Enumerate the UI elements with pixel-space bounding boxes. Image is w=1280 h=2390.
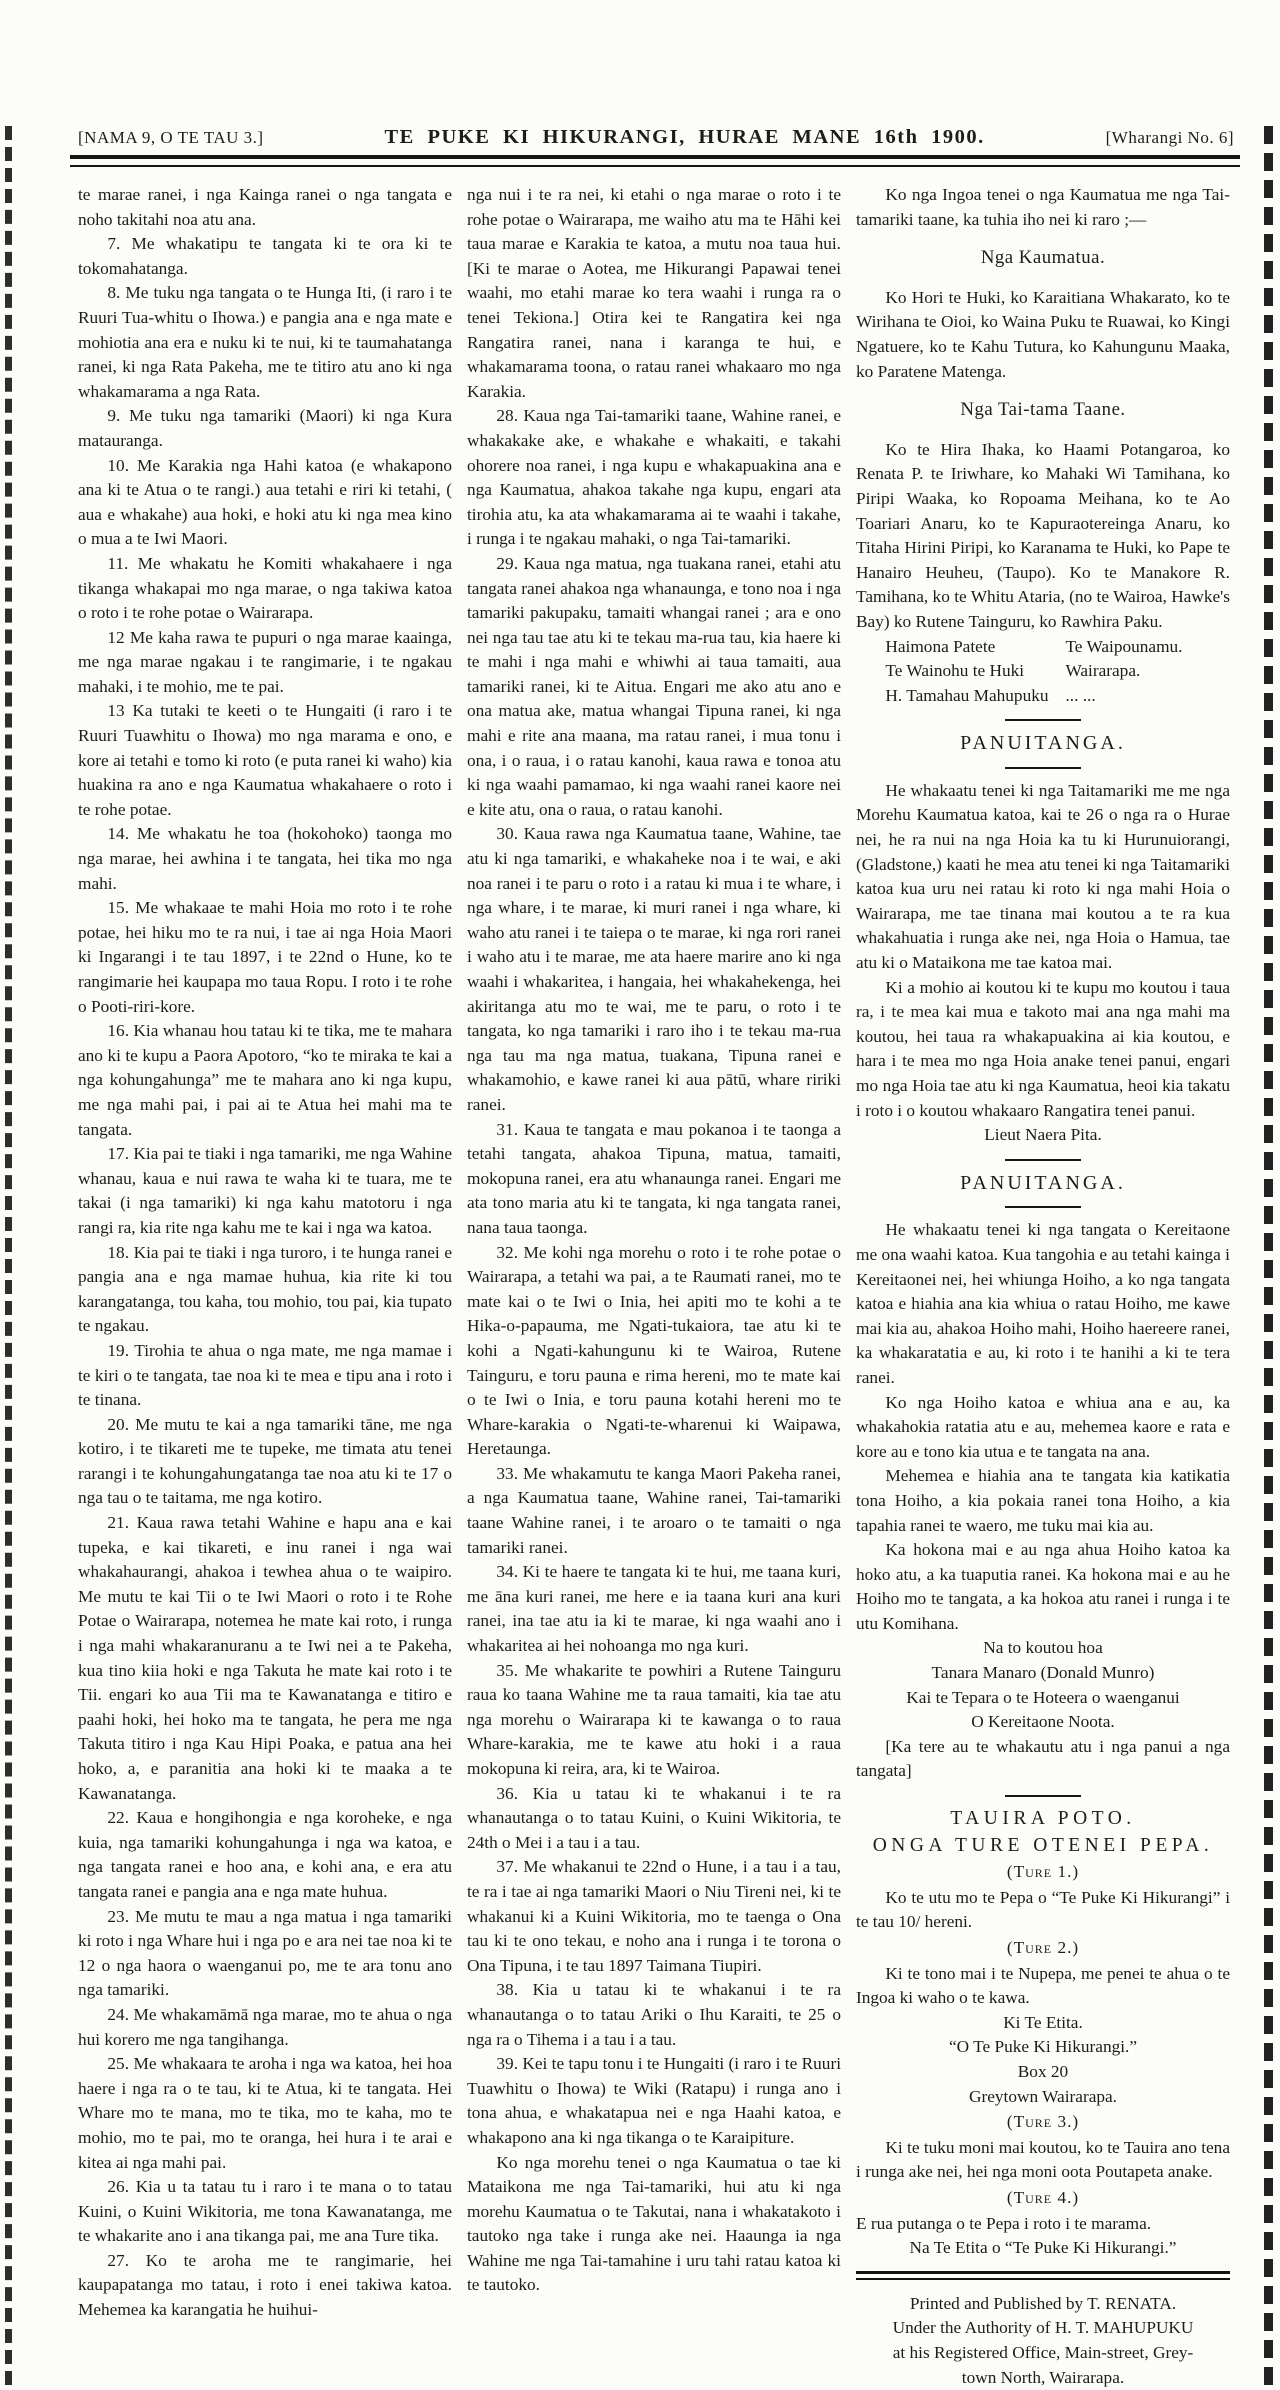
paragraph: 27. Ko te aroha me te rangimarie, hei kaupapatanga mo tatau, i roto i enei takiwa katoa. Mehemea ka karangatia he huihui- bbox=[78, 2249, 452, 2323]
continuation-paragraph: te marae ranei, i nga Kainga ranei o nga tangata e noho takitahi noa atu ana. bbox=[78, 183, 452, 232]
column-1 bbox=[78, 183, 452, 2390]
center-line: “O Te Puke Ki Hikurangi.” bbox=[856, 2035, 1230, 2060]
paragraph: 36. Kia u tatau ki te whakanui i te ra whanautanga o to tatau Kuini, o Kuini Wikitoria, te 24th o Mei i a tau i a tau. bbox=[467, 1782, 841, 1856]
paragraph: Ka hokona mai e au nga ahua Hoiho katoa ka hoko atu, a ka tuaputia ranei. Ka hokona mai e au he Hoiho mo te tangata, a ka hokoa atu ranei i runga i te utu Komihana. bbox=[856, 1538, 1230, 1636]
paragraph: He whakaatu tenei ki nga tangata o Kereitaone me ona waahi katoa. Kua tangohia e au tetahi kainga i Kereitaonei nei, hei whiunga Hoiho, a ko nga tangata katoa e hiahia ana kia whiua o ratau Hoiho, me kawe mai kia au, ahakoa Hoiho mahi, Hoiho haereere ranei, ka whakaratatia e au, ki roto i te hanihi a ki te tera ranei. bbox=[856, 1218, 1230, 1390]
paragraph: 31. Kaua te tangata e mau pokanoa i te taonga a tetahi tangata, ahakoa Tipuna, matua, tamaiti, mokopuna ranei, era atu whanaunga ranei. Engari me ata tono maria atu ki te tangata, ki nga tangata ranei, nana taua taonga. bbox=[467, 1118, 841, 1241]
center-line: Na to koutou hoa bbox=[856, 1636, 1230, 1661]
paragraph: 11. Me whakatu he Komiti whakahaere i nga tikanga whakapai mo nga marae, o nga takiwa katoa o roto i te rohe potae o Wairarapa. bbox=[78, 552, 452, 626]
signatory-row bbox=[856, 659, 1230, 684]
paragraph: 15. Me whakaae te mahi Hoia mo roto i te rohe potae, hei hiku mo te ra nui, i tae ai nga Hoia Maori ki Ingarangi i te tau 1897, i te 22nd o Hune, ko te rangimarie hei kaupapa mo taua Ropu. I roto i te rohe o Pooti-riri-kore. bbox=[78, 896, 452, 1019]
signatory-region: ... ... bbox=[1065, 684, 1230, 709]
double-rule bbox=[856, 2271, 1230, 2280]
paragraph: He whakaatu tenei ki nga Taitamariki me me nga Morehu Kaumatua katoa, kai te 26 o nga ra o Hurae nei, he ra nui na nga Hoia ka tu ki Hurunuiorangi, (Gladstone,) kaati he mea atu tenei ki nga Taitamariki katoa kua uru nei ratau ki roto ki nga mahi Hoia o Wairarapa, me tae tinana mai koutou a te ra kua whakahuatia i runga ake nei, nga Hoia o Hamua, tae atu ki o Mataikona me tae katoa mai. bbox=[856, 779, 1230, 976]
page-columns bbox=[0, 167, 1280, 2390]
paragraph: 16. Kia whanau hou tatau ki te tika, me te mahara ano ki te kupu a Paora Apotoro, “ko te miraka te kai a nga kohungahunga” me te mahara ano ki nga kupu, me nga mahi pai, i pai ai te Atua hei mahi ma te tangata. bbox=[78, 1019, 452, 1142]
paragraph: 32. Me kohi nga morehu o roto i te rohe potae o Wairarapa, a tetahi wa pai, a te Raumati ranei, mo te mate kai o te Iwi o Inia, hei apiti mo te kohi a te Hika-o-papauma, me Ngati-tukaiora, tae atu ki te kohi a Ngati-kahungunu ki te Wairoa, Rutene Tainguru, e toru pauna e rima hereni, mo te mate kai o te Iwi o Inia, e toru pauna kotahi hereni mo te Whare-karakia o Ngati-te-wharenui ki Waipawa, Heretaunga. bbox=[467, 1241, 841, 1462]
center-line: O Kereitaone Noota. bbox=[856, 1710, 1230, 1735]
paragraph: 18. Kia pai te tiaki i nga turoro, i te hunga ranei e pangia ana e nga mamae huhua, kia rite ki tou karangatanga, tou kaha, tou mohio, tou pai, kia tupato te ngakau. bbox=[78, 1241, 452, 1339]
signatory-name: H. Tamahau Mahupuku bbox=[856, 684, 1065, 709]
ture-label: (Ture 4.) bbox=[856, 2186, 1230, 2211]
paragraph: Ki a mohio ai koutou ki te kupu mo koutou i taua ra, i te mea kai mua e takoto mai ana nga mahi ma koutou, hei taua ra whakapuakina ai kia koutou, e hara i te mea mo nga Hoia anake tenei panui, engari mo nga Hoia tae atu ki nga Kaumatua, heoi kia takatu i roto i o koutou whakaaro Rangatira tenei panui. bbox=[856, 976, 1230, 1124]
paragraph: 29. Kaua nga matua, nga tuakana ranei, etahi atu tangata ranei ahakoa nga whanaunga, e tono noa i nga tamariki pakupaku, tamaiti whangai ranei ; ara e ono nei nga tau tae atu ki te tekau ma-rua tau, kia haere ki te mahi i nga mahi e whiwhi ai taua tamaiti, aua tamariki ranei, ki te Aitua. Engari me ako atu ano e ona matua ake, matua whangai Tipuna ranei, ki nga mahi e rite ana maana, ma ratau ranei, i mua tonu i ona, i o raua, i o ratau kanohi, kaua rawa e tonoa atu ki nga waahi pamamao, ki nga waahi ranei kaore nei e kite atu, ona o raua, o ratau kanohi. bbox=[467, 552, 841, 823]
scan-edge-right bbox=[1264, 126, 1273, 2385]
paragraph: 8. Me tuku nga tangata o te Hunga Iti, (i raro i te Ruuri Tua-whitu o Ihowa.) e pangia ana e nga mate e mohiotia ana era e nuku ki te nui, ki te taumahatanga ranei, ki nga Rata Pakeha, me te titiro atu ano ki nga whakamarama a nga Rata. bbox=[78, 281, 452, 404]
paragraph: 17. Kia pai te tiaki i nga tamariki, me nga Wahine whanau, kaua e nui rawa te waha ki te tuara, me te takai (i nga tamariki) ki nga kahu matotoru i nga rangi ra, kia rite nga kahu me te kai i nga wa katoa. bbox=[78, 1142, 452, 1240]
paragraph: [Ka tere au te whakautu atu i nga panui a nga tangata] bbox=[856, 1735, 1230, 1784]
center-line: Under the Authority of H. T. MAHUPUKU bbox=[856, 2316, 1230, 2341]
paragraph: Ko nga morehu tenei o nga Kaumatua o tae ki Mataikona me nga Tai-tamariki, hui atu ki nga morehu Kaumatua o te Takutai, nana i whakatakoto i tautoko nga take i runga ake nei. Haaunga ia nga Wahine me nga Tai-tamahine i uru tahi ratau katoa ki te tautoko. bbox=[467, 2151, 841, 2299]
ture-label: (Ture 3.) bbox=[856, 2110, 1230, 2135]
center-line: Lieut Naera Pita. bbox=[856, 1123, 1230, 1148]
section-heading: Nga Tai-tama Taane. bbox=[856, 398, 1230, 423]
paragraph: 33. Me whakamutu te kanga Maori Pakeha ranei, a nga Kaumatua taane, Wahine ranei, Tai-tamariki taane Wahine ranei, i te aroaro o te tamaiti o nga tamariki ranei. bbox=[467, 1462, 841, 1560]
continuation-paragraph: E rua putanga o te Pepa i roto i te marama. bbox=[856, 2212, 1230, 2237]
paragraph: Ko Hori te Huki, ko Karaitiana Whakarato, ko te Wirihana te Oioi, ko Waina Puku te Ruawai, ko Kingi Ngatuere, ko te Kahu Tutura, ko Kahungunu Maaka, ko Paratene Matenga. bbox=[856, 286, 1230, 384]
paragraph: Ko nga Ingoa tenei o nga Kaumatua me nga Tai-tamariki taane, ka tuhia iho nei ki raro ;— bbox=[856, 183, 1230, 232]
column-3 bbox=[856, 183, 1230, 2390]
masthead bbox=[78, 126, 1234, 149]
paragraph: 21. Kaua rawa tetahi Wahine e hapu ana e kai tupeka, e kai tikareti, e inu ranei i nga wai whakahaurangi, ahakoa i tewhea ahua o te waipiro. Me mutu te kai Tii o te Iwi Maori o roto i te Rohe Potae o Wairarapa, notemea he mate kai roto, i runga i nga mahi whakaranuranu a te Iwi nei a te Pakeha, kua tino kiia hoki e nga Takuta he mate kai roto i te Tii. engari ko aua Tii ma te Kawanatanga e titiro e paahi hoki, hei hoko ma te tangata, he pera me nga Takuta titiro i nga Kau Hipi Poaka, e patua ana hei hoko, a, e paranitia ana hoki ki te maaka a te Kawanatanga. bbox=[78, 1511, 452, 1806]
paragraph: Ki te tuku moni mai koutou, ko te Tauira ano tena i runga ake nei, hei nga moni oota Poutapeta anake. bbox=[856, 2136, 1230, 2185]
paragraph: Ko te Hira Ihaka, ko Haami Potangaroa, ko Renata P. te Iriwhare, ko Mahaki Wi Tamihana, ko Piripi Waaka, ko Ropoama Meihana, ko te Ao Toariari Anaru, ko te Kapuraotereinga Anaru, ko Titaha Hirini Piripi, ko Karanama te Huki, ko Pape te Hanairo Heuheu, (Taupo). Ko te Manakore R. Tamihana, ko te Whitu Ataria, (no te Wairoa, Hawke's Bay) ko Rutene Tainguru, ko Rawhira Paku. bbox=[856, 438, 1230, 635]
center-line: Ki Te Etita. bbox=[856, 2011, 1230, 2036]
paragraph: 9. Me tuku nga tamariki (Maori) ki nga Kura matauranga. bbox=[78, 404, 452, 453]
signatory-name: Te Wainohu te Huki bbox=[856, 659, 1065, 684]
page-number: [Wharangi No. 6] bbox=[1106, 128, 1234, 148]
paragraph: 38. Kia u tatau ki te whakanui i te ra whanautanga o to tatau Ariki o Ihu Karaiti, te 25 o nga ra o Tihema i a tau i a tau. bbox=[467, 1978, 841, 2052]
paragraph: 10. Me Karakia nga Hahi katoa (e whakapono ana ki te Atua o te rangi.) aua tetahi e riri ki tetahi, ( aua e whakahe) aua hoki, e hoki atu ki nga mea kino o mua a te Iwi Maori. bbox=[78, 454, 452, 552]
paragraph: Ki te tono mai i te Nupepa, me penei te ahua o te Ingoa ki waho o te kawa. bbox=[856, 1962, 1230, 2011]
ture-label: (Ture 1.) bbox=[856, 1860, 1230, 1885]
paragraph: 14. Me whakatu he toa (hokohoko) taonga mo nga marae, hei awhina i te tangata, hei tika mo nga mahi. bbox=[78, 822, 452, 896]
paragraph: 19. Tirohia te ahua o nga mate, me nga mamae i te kiri o te tangata, tae noa ki te mea e tipu ana i roto i te tinana. bbox=[78, 1339, 452, 1413]
signatory-row bbox=[856, 635, 1230, 660]
divider-rule bbox=[1005, 1795, 1081, 1797]
newspaper-title: TE PUKE KI HIKURANGI, HURAE MANE 16th 1900. bbox=[370, 126, 998, 149]
divider-rule bbox=[1005, 1159, 1081, 1161]
paragraph: 13 Ka tutaki te keeti o te Hungaiti (i raro i te Ruuri Tuawhitu o Ihowa) mo nga marama e ono, e kore ai tetahi e tomo ki roto (e puta ranei ki waho) kia huakina ra ano e nga Kaumatua whakahaere o roto i te rohe potae. bbox=[78, 699, 452, 822]
rules-heading: TAUIRA POTO. bbox=[856, 1807, 1230, 1832]
paragraph: 20. Me mutu te kai a nga tamariki tāne, me nga kotiro, i te tikareti me te tupeke, me timata atu tenei rarangi i te kohungahungatanga tae noa atu ki te 17 o nga tau o te taitama, me nga kotiro. bbox=[78, 1413, 452, 1511]
divider-rule bbox=[1005, 1206, 1081, 1208]
paragraph: 39. Kei te tapu tonu i te Hungaiti (i raro i te Ruuri Tuawhitu o Ihowa) te Wiki (Ratapu) i runga ano i tona ahua, e whakatapua nei e nga Haahi katoa, e whakapono ana ki nga tikanga o te Karaipiture. bbox=[467, 2052, 841, 2150]
paragraph: Ko te utu mo te Pepa o “Te Puke Ki Hikurangi” i te tau 10/ hereni. bbox=[856, 1886, 1230, 1935]
panuitanga-heading: PANUITANGA. bbox=[856, 1171, 1230, 1196]
paragraph: Mehemea e hiahia ana te tangata kia katikatia tona Hoiho, a kia pokaia ranei tona Hoiho, a kia tapahia ranei te waero, me tuku mai kia au. bbox=[856, 1464, 1230, 1538]
signatory-region: Te Waipounamu. bbox=[1065, 635, 1230, 660]
center-line: Kai te Tepara o te Hoteera o waenganui bbox=[856, 1686, 1230, 1711]
paragraph: 22. Kaua e hongihongia e nga koroheke, e nga kuia, nga tamariki kohungahunga i nga wa katoa, e nga tangata ranei e hoo ana, e kohi ana, e era atu tangata ranei e pangia ana e nga mate huhua. bbox=[78, 1806, 452, 1904]
paragraph: 28. Kaua nga Tai-tamariki taane, Wahine ranei, e whakakake ake, e whakahe e whakaiti, e takahi ohorere noa ranei, i nga kupu e whakapuakina ana e nga Kaumatua, ahakoa takahe nga kupu, engari ata tirohia atu, ka ata whakamarama ai te waahi i takahe, i runga i te ngakau mahaki, o nga Tai-tamariki. bbox=[467, 404, 841, 552]
paragraph: Ko nga Hoiho katoa e whiua ana e au, ka whakahokia ratatia atu e au, mehemea kaore e rata e kore au e tono kia utua e te tangata na ana. bbox=[856, 1391, 1230, 1465]
paragraph: 34. Ki te haere te tangata ki te hui, me taana kuri, me āna kuri ranei, me here e ia taana kuri ana kuri ranei, ina tae atu ia ki te marae, ki nga waahi ano i whakaritea ai hei nohoanga mo nga kuri. bbox=[467, 1560, 841, 1658]
ture-label: (Ture 2.) bbox=[856, 1936, 1230, 1961]
continuation-paragraph: nga nui i te ra nei, ki etahi o nga marae o roto i te rohe potae o Wairarapa, me waiho atu ma te Hāhi kei taua marae e Karakia te katoa, a mutu noa taua hui. [Ki te marae o Aotea, me Hikurangi Papawai tenei waahi, mo etahi marae ko tera waahi i runga ra o tenei Tekiona.] Otira kei te Rangatira kei nga Rangatira ranei, nana i karanga te hui, e whakamarama toona, o ratau ranei whakaaro mo nga Karakia. bbox=[467, 183, 841, 404]
paragraph: 23. Me mutu te mau a nga matua i nga tamariki ki roto i nga Whare hui i nga po e ara nei tae noa ki te 12 o nga haora o waenganui po, me te ara tonu ano nga tamariki. bbox=[78, 1905, 452, 2003]
signatory-row bbox=[856, 684, 1230, 709]
paragraph: 30. Kaua rawa nga Kaumatua taane, Wahine, tae atu ki nga tamariki, e whakaheke noa i te wai, e aki noa ranei i te paru o roto i a ratau ki mua i te whare, i nga whare, i te marae, ki muri ranei i nga whare, ki waho atu ranei i te taiepa o te marae, ki nga rori ranei i waho atu i te marae, me ata haere marire ano ki nga waahi i whakaritea, i hangaia, hei whakahekenga, hei akiritanga atu mo te wai, me te paru, o roto i te tangata, ko nga tamariki i raro iho i te tekau ma-rua nga tau ma nga matua, tuakana, Tipuna ranei e whakamohio, e kawe ranei ki aua pātū, whare ririki ranei. bbox=[467, 822, 841, 1117]
scan-edge-left bbox=[5, 126, 12, 2385]
paragraph: 25. Me whakaara te aroha i nga wa katoa, hei hoa haere i nga ra o te tau, ki te Atua, ki te tangata. Hei Whare mo te mana, mo te tika, mo te kaha, mo te mohio, mo te pai, mo te oranga, hei hura i te arai e kitea ai nga mahi pai. bbox=[78, 2052, 452, 2175]
column-2 bbox=[467, 183, 841, 2390]
masthead-double-rule bbox=[70, 155, 1240, 167]
panuitanga-heading: PANUITANGA. bbox=[856, 731, 1230, 756]
divider-rule bbox=[1005, 719, 1081, 721]
center-line: at his Registered Office, Main-street, Grey- bbox=[856, 2341, 1230, 2366]
issue-number: [NAMA 9, O TE TAU 3.] bbox=[78, 128, 264, 148]
paragraph: 35. Me whakarite te powhiri a Rutene Tainguru raua ko taana Wahine me ta raua tamaiti, kia tae atu nga morehu o Wairarapa ki te kawanga o to raua Whare-karakia, me te kawe atu hoki i a raua mokopuna ki reira, ara, ki te Wairoa. bbox=[467, 1659, 841, 1782]
paragraph: 24. Me whakamāmā nga marae, mo te ahua o nga hui korero me nga tangihanga. bbox=[78, 2003, 452, 2052]
paragraph: 26. Kia u ta tatau tu i raro i te mana o to tatau Kuini, o Kuini Wikitoria, me tona Kawanatanga, me te whakarite ano i ana tikanga pai, me ana Ture tika. bbox=[78, 2175, 452, 2249]
center-line: town North, Wairarapa. bbox=[856, 2366, 1230, 2390]
paragraph: 7. Me whakatipu te tangata ki te ora ki te tokomahatanga. bbox=[78, 232, 452, 281]
center-line: Greytown Wairarapa. bbox=[856, 2085, 1230, 2110]
paragraph: 12 Me kaha rawa te pupuri o nga marae kaainga, me nga marae ngakau i te rangimarie, i te ngakau mahaki, i te mohio, me te pai. bbox=[78, 626, 452, 700]
divider-rule bbox=[1005, 767, 1081, 769]
center-line: Na Te Etita o “Te Puke Ki Hikurangi.” bbox=[856, 2236, 1230, 2261]
signatory-name: Haimona Patete bbox=[856, 635, 1065, 660]
section-heading: Nga Kaumatua. bbox=[856, 246, 1230, 271]
paragraph: 37. Me whakanui te 22nd o Hune, i a tau i a tau, te ra i tae ai nga tamariki Maori o Niu Tireni nei, ki te whakanui ki a Kuini Wikitoria, mo te taenga o Ona tau ki te ono tekau, e noho ana i runga i te torona o Ona Tipuna, i te tau 1897 Taimana Tiupiri. bbox=[467, 1855, 841, 1978]
center-line: Printed and Published by T. RENATA. bbox=[856, 2292, 1230, 2317]
rules-heading: ONGA TURE OTENEI PEPA. bbox=[856, 1834, 1230, 1859]
center-line: Box 20 bbox=[856, 2060, 1230, 2085]
signatory-region: Wairarapa. bbox=[1065, 659, 1230, 684]
center-line: Tanara Manaro (Donald Munro) bbox=[856, 1661, 1230, 1686]
